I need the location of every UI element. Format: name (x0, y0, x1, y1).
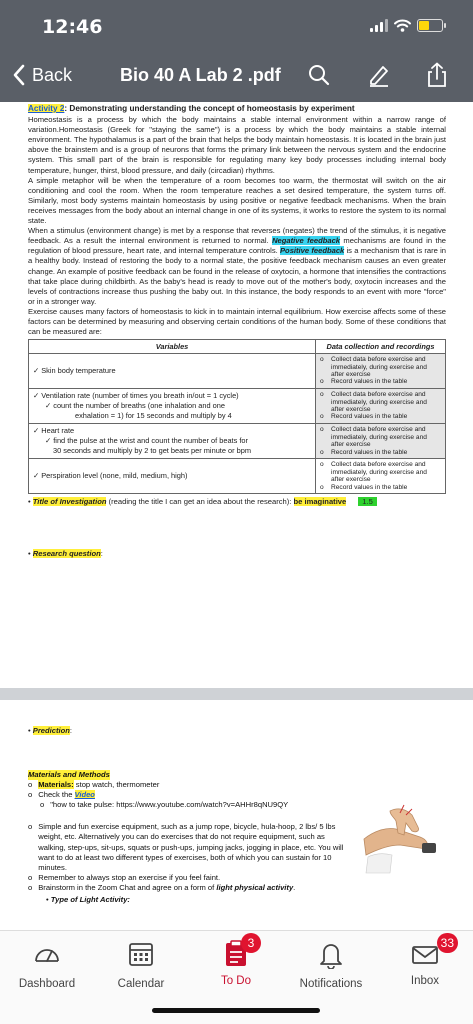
feedback-text-b: mechanisms are found in the regulation of blood pressure, heart rate, and internal temperature controls. (28, 236, 447, 256)
tab-todo-label: To Do (220, 975, 252, 987)
tab-notifications-label: Notifications (299, 978, 363, 990)
table-header-data: Data collection and recordings (316, 340, 446, 354)
table-header-variables: Variables (29, 340, 316, 354)
positive-feedback-highlight: Positive feedback (279, 246, 345, 256)
page-separator (0, 688, 473, 700)
table-row (29, 424, 446, 459)
home-indicator (152, 1008, 320, 1013)
materials-item: o Simple and fun exercise equipment, such as a jump rope, bicycle, hula-hoop, 2 lbs/ 5 lbs weight, etc. Alternatively you can do exercises that do not require equipment, such as walking, step-ups, sit-ups, squats or push-ups, jumping jacks, jogging in place, etc. You will want to do at least two different types of exercises, both of which you can sustain for 10 minutes. (28, 822, 344, 872)
activity-heading-text: : Demonstrating understanding the concept of homeostasis by experiment (64, 104, 355, 113)
paragraph-exercise: Exercise causes many factors of homeostasis to kick in to maintain internal equilibrium. How exercise affects some of these factors can be determined by measuring and observing certain conditions of the human body. Some of these conditions that can be measured are: (28, 306, 446, 337)
todo-badge: 3 (241, 933, 261, 953)
table-row (29, 388, 446, 423)
prediction-line: • Prediction: (28, 726, 73, 735)
table-cell-recording: o Collect data before exercise and immediately, during exercise and after exercise o Record values in the table (316, 424, 446, 459)
battery-icon (417, 19, 443, 32)
envelope-icon (410, 939, 440, 969)
activity-label: Activity 2 (28, 104, 65, 113)
table-cell-recording: o Collect data before exercise and immediately, during exercise and after exercise o Record values in the table (316, 388, 446, 423)
paragraph-homeostasis: Homeostasis is a process by which the body maintains a stable internal environment within a narrow range of variation.Homeostasis (Greek for "staying the same") is a process by which the body maintains a stable internal environment. The hypothalamus is a part of the brain that helps the body maintain homeostasis. It is located in the brain just above the brainstem and is a group of neurons that forms the primary link between the nervous system and the endocrine system. This small part of the brain is responsible for regulating many key body processes including internal body temperature, hunger, thirst, blood pressure, and daily (circadian) rhythms. (28, 115, 446, 175)
pulse-link-line[interactable]: o "how to take pulse: https://www.youtube.com/watch?v=AHHr8qNU9QY (40, 800, 289, 810)
wifi-icon (394, 19, 411, 32)
pdf-page-2-top (28, 720, 446, 736)
tab-todo[interactable] (191, 936, 281, 987)
tab-dashboard-label: Dashboard (18, 978, 76, 990)
feedback-text-c: is a mechanism that is rare in a healthy body. Instead of restoring the body to a normal state, the positive feedback mechanism causes an even greater change. An example of positive feedback can be found in the release of oxytocin, a hormone that intensifies the contractions that take place during childbirth. As the baby's head is ready to move out of the mother's body, oxytocin increases and the levels of contractions increase thus pushing the baby out. In this instance, the body responds to an event with more "force" or in a stronger way. (28, 246, 446, 306)
table-row (29, 459, 446, 494)
prediction-label: Prediction (32, 726, 70, 735)
table-cell-variable: ✓ Skin body temperature (29, 354, 316, 389)
back-label: Back (32, 64, 73, 85)
document-title: Bio 40 A Lab 2 .pdf (120, 65, 281, 85)
app-header (0, 0, 473, 102)
nav-bar (0, 60, 473, 94)
tab-calendar-label: Calendar (117, 978, 165, 990)
title-of-investigation-line: • Title of Investigation (reading the title I can get an idea about the research): be imaginative 1.5 (28, 497, 446, 507)
feedback-text-a: When a stimulus (environment change) is met by a response that reverses (negates) the trend of the stimulus, it is negative feedback. As a result the internal environment is returned to normal. (28, 226, 446, 246)
wrist-pulse-illustration (360, 783, 446, 875)
table-cell-recording: o Collect data before exercise and immediately, during exercise and after exercise o Record values in the table (316, 459, 446, 494)
title-investigation-label: Title of Investigation (32, 496, 107, 506)
tab-inbox[interactable] (380, 936, 470, 987)
table-row (29, 354, 446, 389)
materials-item: o Remember to always stop an exercise if you feel faint. (28, 872, 221, 882)
variables-table (28, 339, 446, 494)
share-icon[interactable] (424, 62, 450, 88)
chevron-left-icon (12, 64, 26, 86)
points-badge: 1.5 (358, 497, 377, 506)
dashboard-gauge-icon (32, 939, 62, 969)
inbox-badge: 33 (437, 933, 458, 953)
paragraph-feedback (28, 226, 446, 307)
materials-heading: Materials and Methods (28, 770, 110, 779)
back-button[interactable] (12, 64, 72, 86)
tab-notifications[interactable] (286, 939, 376, 990)
cellular-signal-icon (370, 18, 388, 32)
table-cell-variable: ✓ Heart rate ✓ find the pulse at the wrist and count the number of beats for 30 seconds and multiply by 2 to get beats per minute or bpm (29, 424, 316, 459)
table-cell-variable: ✓ Perspiration level (none, mild, medium, high) (29, 459, 316, 494)
check-video-line: o Check the Video (28, 790, 95, 800)
tab-inbox-label: Inbox (410, 975, 440, 987)
annotate-pen-icon[interactable] (366, 62, 392, 88)
todo-icon-wrap (221, 936, 255, 969)
materials-line: o Materials: stop watch, thermometer (28, 780, 160, 790)
tab-calendar[interactable] (96, 939, 186, 990)
negative-feedback-highlight: Negative feedback (272, 236, 341, 246)
table-cell-recording: o Collect data before exercise and immediately, during exercise and after exercise o Record values in the table (316, 354, 446, 389)
search-icon[interactable] (306, 62, 332, 88)
research-question-line: • Research question: (28, 549, 103, 559)
paragraph-thermostat: A simple metaphor will be when the temperature of a room becomes too warm, the thermostat will switch on the air conditioning and cool the room. When the room temperature reaches a set desired temperature, the system turns off. Similarly, most body systems maintain homeostasis by using positive or negative feedback mechanisms. When the brain receives messages from the body about an internal change in one of its systems, it works to restore the system to its normal state. (28, 175, 446, 226)
title-investigation-hint: be imaginative (293, 496, 347, 506)
type-of-light-activity: • Type of Light Activity: (46, 895, 130, 905)
calendar-icon (126, 939, 156, 969)
materials-item: o Brainstorm in the Zoom Chat and agree on a form of light physical activity. (28, 882, 296, 892)
tab-dashboard[interactable] (2, 939, 92, 990)
research-question-label: Research question (32, 549, 101, 559)
inbox-icon-wrap (410, 936, 454, 969)
table-cell-variable: ✓ Ventilation rate (number of times you breath in/out = 1 cycle) ✓ count the number of breaths (one inhalation and one exhalation = 1) for 15 seconds and multiply by 4 (29, 388, 316, 423)
pdf-page-content[interactable] (28, 104, 446, 559)
bell-icon (316, 939, 346, 969)
status-icons (370, 18, 443, 32)
status-time: 12:46 (42, 16, 103, 38)
title-investigation-text: (reading the title I can get an idea about the research): (106, 496, 294, 506)
video-link[interactable]: Video (74, 790, 95, 800)
activity-heading (28, 104, 446, 114)
